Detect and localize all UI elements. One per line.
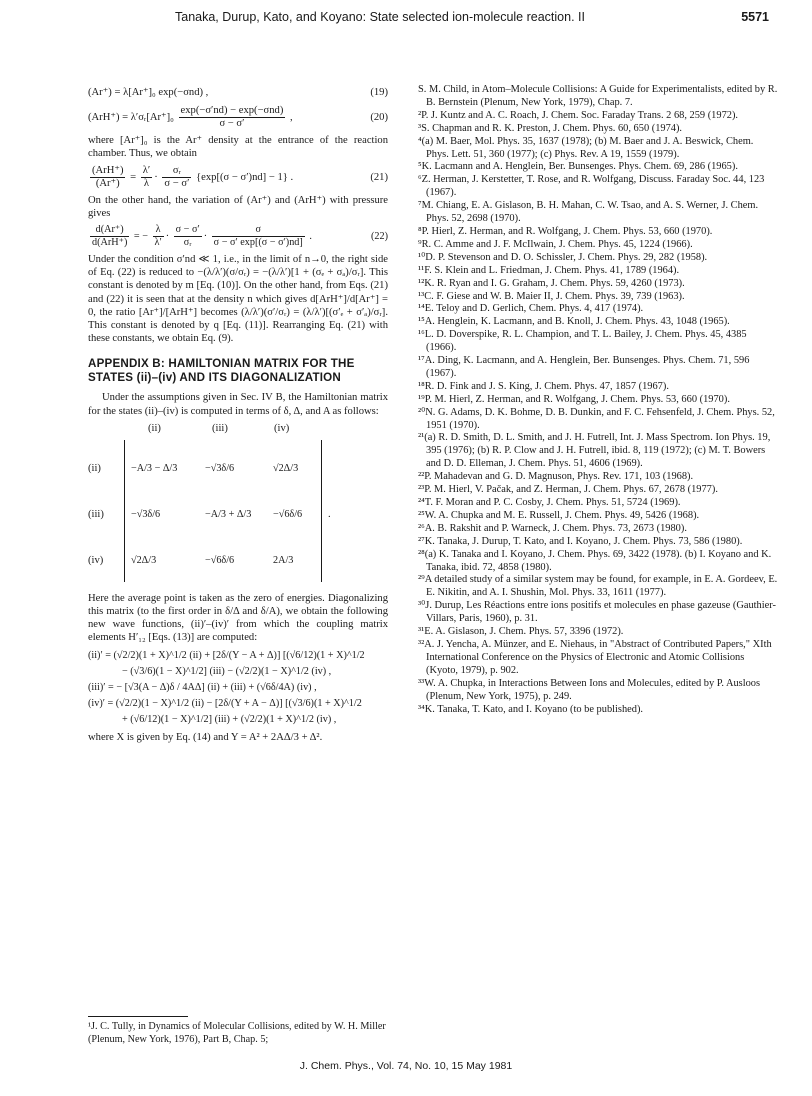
equation-22-lhs-fraction (90, 224, 129, 249)
running-title: Tanaka, Durup, Kato, and Koyano: State selected ion-molecule reaction. II (175, 10, 585, 24)
reference-item: ²⁶A. B. Rakshit and P. Warneck, J. Chem. Phys. 73, 2673 (1980). (418, 522, 687, 534)
equation-22-fraction-2 (174, 224, 202, 249)
equation-21: $\frac{\text{(ArH⁺)}}{(Ar^+)}$ = $\frac{\lambda'}{\lambda}$ · $\frac{\text{σᵣ}}{\sigma - \sigma'}$ {exp[(σ − σ′)nd] − 1} . (21) (92, 164, 388, 189)
paragraph-assumptions: Under the assumptions given in Sec. IV B, the Hamiltonian matrix for the states (ii)–(iv) is computed in terms of δ, Δ, and A as follows: (88, 392, 388, 417)
matrix-col-header: (iii) (212, 422, 228, 434)
paragraph-variation: On the other hand, the variation of (Ar⁺) and (ArH⁺) with pressure gives (88, 194, 388, 219)
wavefunction-ii-continued: − (√3/6)(1 − X)^1/2] (iii) − (√2/2)(1 − X)^1/2 (iv) , (122, 665, 332, 677)
reference-item: ⁸P. Hierl, Z. Herman, and R. Wolfgang, J. Chem. Phys. 53, 660 (1970). (418, 225, 713, 237)
equation-22-f3-numerator: σ (212, 224, 305, 237)
reference-item: ²³P. M. Hierl, V. Pačak, and Z. Herman, J. Chem. Phys. 67, 2678 (1977). (418, 484, 718, 496)
reference-item: ¹⁰D. P. Stevenson and D. O. Schissler, J. Chem. Phys. 29, 282 (1958). (418, 251, 708, 263)
equation-20-numerator: exp(−σ′nd) − exp(−σnd) (180, 105, 284, 117)
equation-20-number: (20) (370, 112, 388, 124)
hamiltonian-matrix (88, 422, 388, 586)
wavefunction-iv-continued: + (√6/12)(1 − X)^1/2] (iii) + (√2/2)(1 + X)^1/2 (iv) , (122, 714, 337, 726)
running-header (0, 10, 812, 30)
matrix-brackets (124, 440, 322, 582)
equation-21-number: (21) (370, 171, 388, 183)
reference-item: ²²P. Mahadevan and G. D. Magnuson, Phys. Rev. 171, 103 (1968). (418, 471, 694, 483)
wavefunction-ii: (ii)′ = (√2/2)(1 + X)^1/2 (ii) + [2δ/(Y − A + Δ)] [(√6/12)(1 + X)^1/2 (88, 649, 365, 661)
reference-item: ¹⁸R. D. Fink and J. S. King, J. Chem. Phys. 47, 1857 (1967). (418, 380, 669, 392)
footnote-1: ¹J. C. Tully, in Dynamics of Molecular Collisions, edited by W. H. Miller (Plenum, New York, 1976), Part B, Chap. 5; (88, 1021, 386, 1045)
reference-item: ³³W. A. Chupka, in Interactions Between Ions and Molecules, edited by P. Ausloos (Plenum, New York, 1975), p. 249. (418, 677, 761, 702)
reference-item: ³¹E. A. Gislason, J. Chem. Phys. 57, 3396 (1972). (418, 626, 624, 638)
equation-19-body: (Ar⁺) = λ[Ar⁺]₀ exp(−σnd) , (88, 87, 209, 98)
equation-22-fraction-1 (153, 224, 164, 249)
equation-20 (88, 105, 388, 130)
reference-item: ³²A. J. Yencha, A. Münzer, and E. Niehaus, in "Abstract of Contributed Papers," XIth International Conference on the Physics of Electronic and Atomic Collisions (Kyoto, 1979), p. 902. (418, 638, 772, 676)
equation-19-number: (19) (370, 87, 388, 98)
reference-item: ⁵K. Lacmann and A. Henglein, Ber. Bunsenges. Phys. Chem. 69, 286 (1965). (418, 161, 738, 173)
matrix-cell: −√6δ/6 (205, 554, 235, 566)
equation-20-denominator: σ − σ′ (219, 118, 245, 130)
matrix-cell: −√3δ/6 (205, 462, 235, 474)
reference-item: ²P. J. Kuntz and A. C. Roach, J. Chem. Soc. Faraday Trans. 2 68, 259 (1972). (418, 109, 739, 121)
reference-item: ¹¹F. S. Klein and L. Friedman, J. Chem. Phys. 41, 1789 (1964). (418, 264, 680, 276)
reference-item: ²⁰N. G. Adams, D. K. Bohme, D. B. Dunkin, and F. C. Fehsenfeld, J. Chem. Phys. 52, 1951 (1970). (418, 406, 775, 431)
reference-item: ¹²K. R. Ryan and I. G. Graham, J. Chem. Phys. 59, 4260 (1973). (418, 277, 685, 289)
equation-22-number: (22) (371, 230, 388, 242)
equation-21-lhs-numerator: (ArH⁺) (92, 164, 124, 176)
equation-22-f2-denominator: σᵣ (183, 237, 192, 249)
equation-22-f2-numerator: σ − σ′ (175, 224, 200, 236)
reference-item: S. M. Child, in Atom–Molecule Collisions: A Guide for Experimentalists, edited by R. B. Bernstein (Plenum, New York, 1979), Chap. 7. (418, 84, 778, 108)
matrix-cell: √2Δ/3 (131, 554, 157, 566)
equation-21-f1-numerator: λ′ (142, 164, 151, 176)
wavefunction-iv: (iv)′ = (√2/2)(1 − X)^1/2 (ii) − [2δ/(Y + A − Δ)] [(√3/6)(1 + X)^1/2 (88, 698, 362, 710)
wavefunction-iii: (iii)′ = − [√3(A − Δ)δ / 4AΔ] (ii) + (iii) + (√6δ/4A) (iv) , (88, 682, 317, 694)
equation-20-lhs: (ArH⁺) = λ′σᵣ[Ar⁺]₀ (88, 112, 174, 124)
matrix-col-header: (iv) (274, 422, 290, 434)
left-column (88, 86, 388, 748)
matrix-cell: 2A/3 (273, 554, 294, 566)
reference-item: ²⁵W. A. Chupka and M. E. Russell, J. Chem. Phys. 49, 5426 (1968). (418, 509, 700, 521)
matrix-row-header: (iv) (88, 554, 104, 566)
matrix-cell: −√6δ/6 (273, 508, 303, 520)
equation-21-f1-denominator: λ (143, 177, 150, 189)
reference-item: ³S. Chapman and R. K. Preston, J. Chem. Phys. 60, 650 (1974). (418, 122, 683, 134)
page-number: 5571 (741, 10, 769, 24)
reference-item: ³⁴K. Tanaka, T. Kato, and I. Koyano (to be published). (418, 703, 644, 715)
equation-19 (88, 86, 388, 99)
reference-item: ⁴(a) M. Baer, Mol. Phys. 35, 1637 (1978); (b) M. Baer and J. A. Beswick, Chem. Phys. Lett. 51, 360 (1977); (c) Phys. Rev. A 19, 1559 (1979). (418, 135, 754, 160)
equation-21-fraction-1 (141, 165, 152, 190)
equation-20-tail: , (290, 112, 293, 124)
equation-21-fraction-2 (162, 165, 191, 190)
reference-item: ⁶Z. Herman, J. Kerstetter, T. Rose, and R. Wolfgang, Discuss. Faraday Soc. 44, 123 (1967). (418, 174, 765, 199)
reference-item: ²⁷K. Tanaka, J. Durup, T. Kato, and I. Koyano, J. Chem. Phys. 73, 586 (1980). (418, 535, 743, 547)
footnote-rule (88, 1016, 188, 1017)
equation-22: $\frac{d(Ar^+)}{\text{d(ArH⁺)}}$ = − $\frac{\lambda}{\lambda'}$ · $\frac{\sigma - \sigma'}{\text{σᵣ}}$ · $\frac{\sigma}{\sigma - \sigma' \exp[(\sigma - \sigma')nd]}$ . (22) (92, 224, 388, 249)
reference-item: ³⁰J. Durup, Les Réactions entre ions positifs et molecules en phase gazeuse (Gauthier-Villars, Paris, 1960), p. 31. (418, 600, 776, 625)
reference-item: ¹³C. F. Giese and W. B. Maier II, J. Chem. Phys. 39, 739 (1963). (418, 290, 685, 302)
paragraph-density: where [Ar⁺]₀ is the Ar⁺ density at the entrance of the reaction chamber. Thus, we obtain (88, 135, 388, 160)
matrix-cell: −√3δ/6 (131, 508, 161, 520)
matrix-cell: −A/3 + Δ/3 (205, 508, 252, 520)
reference-item: ⁹R. C. Amme and J. F. McIlwain, J. Chem. Phys. 45, 1224 (1966). (418, 238, 693, 250)
references-column (418, 84, 778, 716)
paragraph-condition: Under the condition σ′nd ≪ 1, i.e., in the limit of n→0, the right side of Eq. (22) is reduced to −(λ/λ′)(σ/σᵣ) = −(λ/λ′)[1 + (σₑ + σₐ)/σᵣ]. This constant is denoted by m [Eq. (10)]. On the other hand, from Eqs. (21) and (22) it is seen that at the density n which gives d[ArH⁺]/d[Ar⁺] = 0, the ratio [Ar⁺]/[ArH⁺] becomes (λ/λ′)(σ′/σᵣ) = (λ/λ′)[(σ′ₑ + σ′ₐ)/σᵣ]. This constant is denoted by q [Eq. (11)]. Rearranging Eq. (21) with these constants, we obtain Eq. (9). (88, 254, 388, 345)
equation-21-lhs-fraction (90, 165, 125, 190)
reference-item: ¹⁹P. M. Hierl, Z. Herman, and R. Wolfgang, J. Chem. Phys. 53, 660 (1970). (418, 393, 730, 405)
equation-21-tail: {exp[(σ − σ′)nd] − 1} . (196, 171, 294, 183)
reference-item: ²⁴T. F. Moran and P. C. Cosby, J. Chem. Phys. 51, 5724 (1969). (418, 497, 681, 508)
equation-22-f3-denominator: σ − σ′ exp[(σ − σ′)nd] (213, 237, 303, 249)
matrix-row-header: (ii) (88, 462, 101, 474)
matrix-row-header: (iii) (88, 508, 104, 520)
equation-22-fraction-3 (212, 224, 305, 249)
reference-item: ¹⁴E. Teloy and D. Gerlich, Chem. Phys. 4, 417 (1974). (418, 303, 644, 315)
journal-footer: J. Chem. Phys., Vol. 74, No. 10, 15 May 1981 (299, 1060, 513, 1072)
equation-21-lhs-denominator: (Ar⁺) (95, 177, 120, 189)
reference-item: ⁷M. Chiang, E. A. Gislason, B. H. Mahan, C. W. Tsao, and A. S. Werner, J. Chem. Phys. 52, 2698 (1970). (418, 200, 759, 225)
matrix-cell: √2Δ/3 (273, 462, 299, 474)
appendix-b-heading: APPENDIX B: HAMILTONIAN MATRIX FOR THE STATES (ii)–(iv) AND ITS DIAGONALIZATION (88, 357, 355, 385)
paragraph-diagonalization: Here the average point is taken as the zero of energies. Diagonalizing this matrix (to the first order in δ/Δ and δ/A), we obtain the following new wave functions, (ii)′–(iv)′ from which the coupling matrix elements H′₁₂ [Eqs. (13)] are computed: (88, 592, 388, 644)
reference-item: ²⁸(a) K. Tanaka and I. Koyano, J. Chem. Phys. 69, 3422 (1978). (b) I. Koyano and K. Tanaka, ibid. 72, 4858 (1980). (418, 548, 772, 573)
equation-22-lhs-denominator: d(ArH⁺) (92, 237, 128, 249)
equation-21-f2-numerator: σᵣ (162, 165, 191, 178)
equation-22-lhs-numerator: d(Ar⁺) (90, 224, 129, 237)
matrix-period: . (328, 508, 331, 520)
reference-item: ¹⁶L. D. Doverspike, R. L. Champion, and T. L. Bailey, J. Chem. Phys. 45, 4385 (1966). (418, 329, 747, 354)
equation-22-f1-denominator: λ′ (154, 237, 162, 249)
reference-item: ²¹(a) R. D. Smith, D. L. Smith, and J. H. Futrell, Int. J. Mass Spectrom. Ion Phys. 19, 395 (1976); (b) R. P. Clow and J. H. Futrell, ibid. 8, 119 (1972); (c) M. T. Bowers and D. D. Elleman, J. Chem. Phys. 51, 4606 (1969). (418, 432, 771, 470)
equation-20-fraction (179, 105, 286, 130)
equation-22-f1-numerator: λ (153, 224, 164, 237)
equation-21-f2-denominator: σ − σ′ (164, 177, 190, 189)
reference-item: ²⁹A detailed study of a similar system may be found, for example, in E. A. Gordeev, E. E. Nikitin, and A. I. Shushin, Mol. Phys. 33, 1611 (1977). (418, 574, 778, 599)
matrix-col-header: (ii) (148, 422, 161, 434)
reference-item: ¹⁷A. Ding, K. Lacmann, and A. Henglein, Ber. Bunsenges. Phys. Chem. 71, 596 (1967). (418, 355, 750, 379)
paragraph-x-y-definition: where X is given by Eq. (14) and Y = A² + 2AΔ/3 + Δ². (88, 731, 323, 743)
matrix-cell: −A/3 − Δ/3 (131, 462, 178, 474)
reference-item: ¹⁵A. Henglein, K. Lacmann, and B. Knoll, J. Chem. Phys. 43, 1048 (1965). (418, 316, 730, 328)
wavefunction-block (88, 649, 388, 727)
